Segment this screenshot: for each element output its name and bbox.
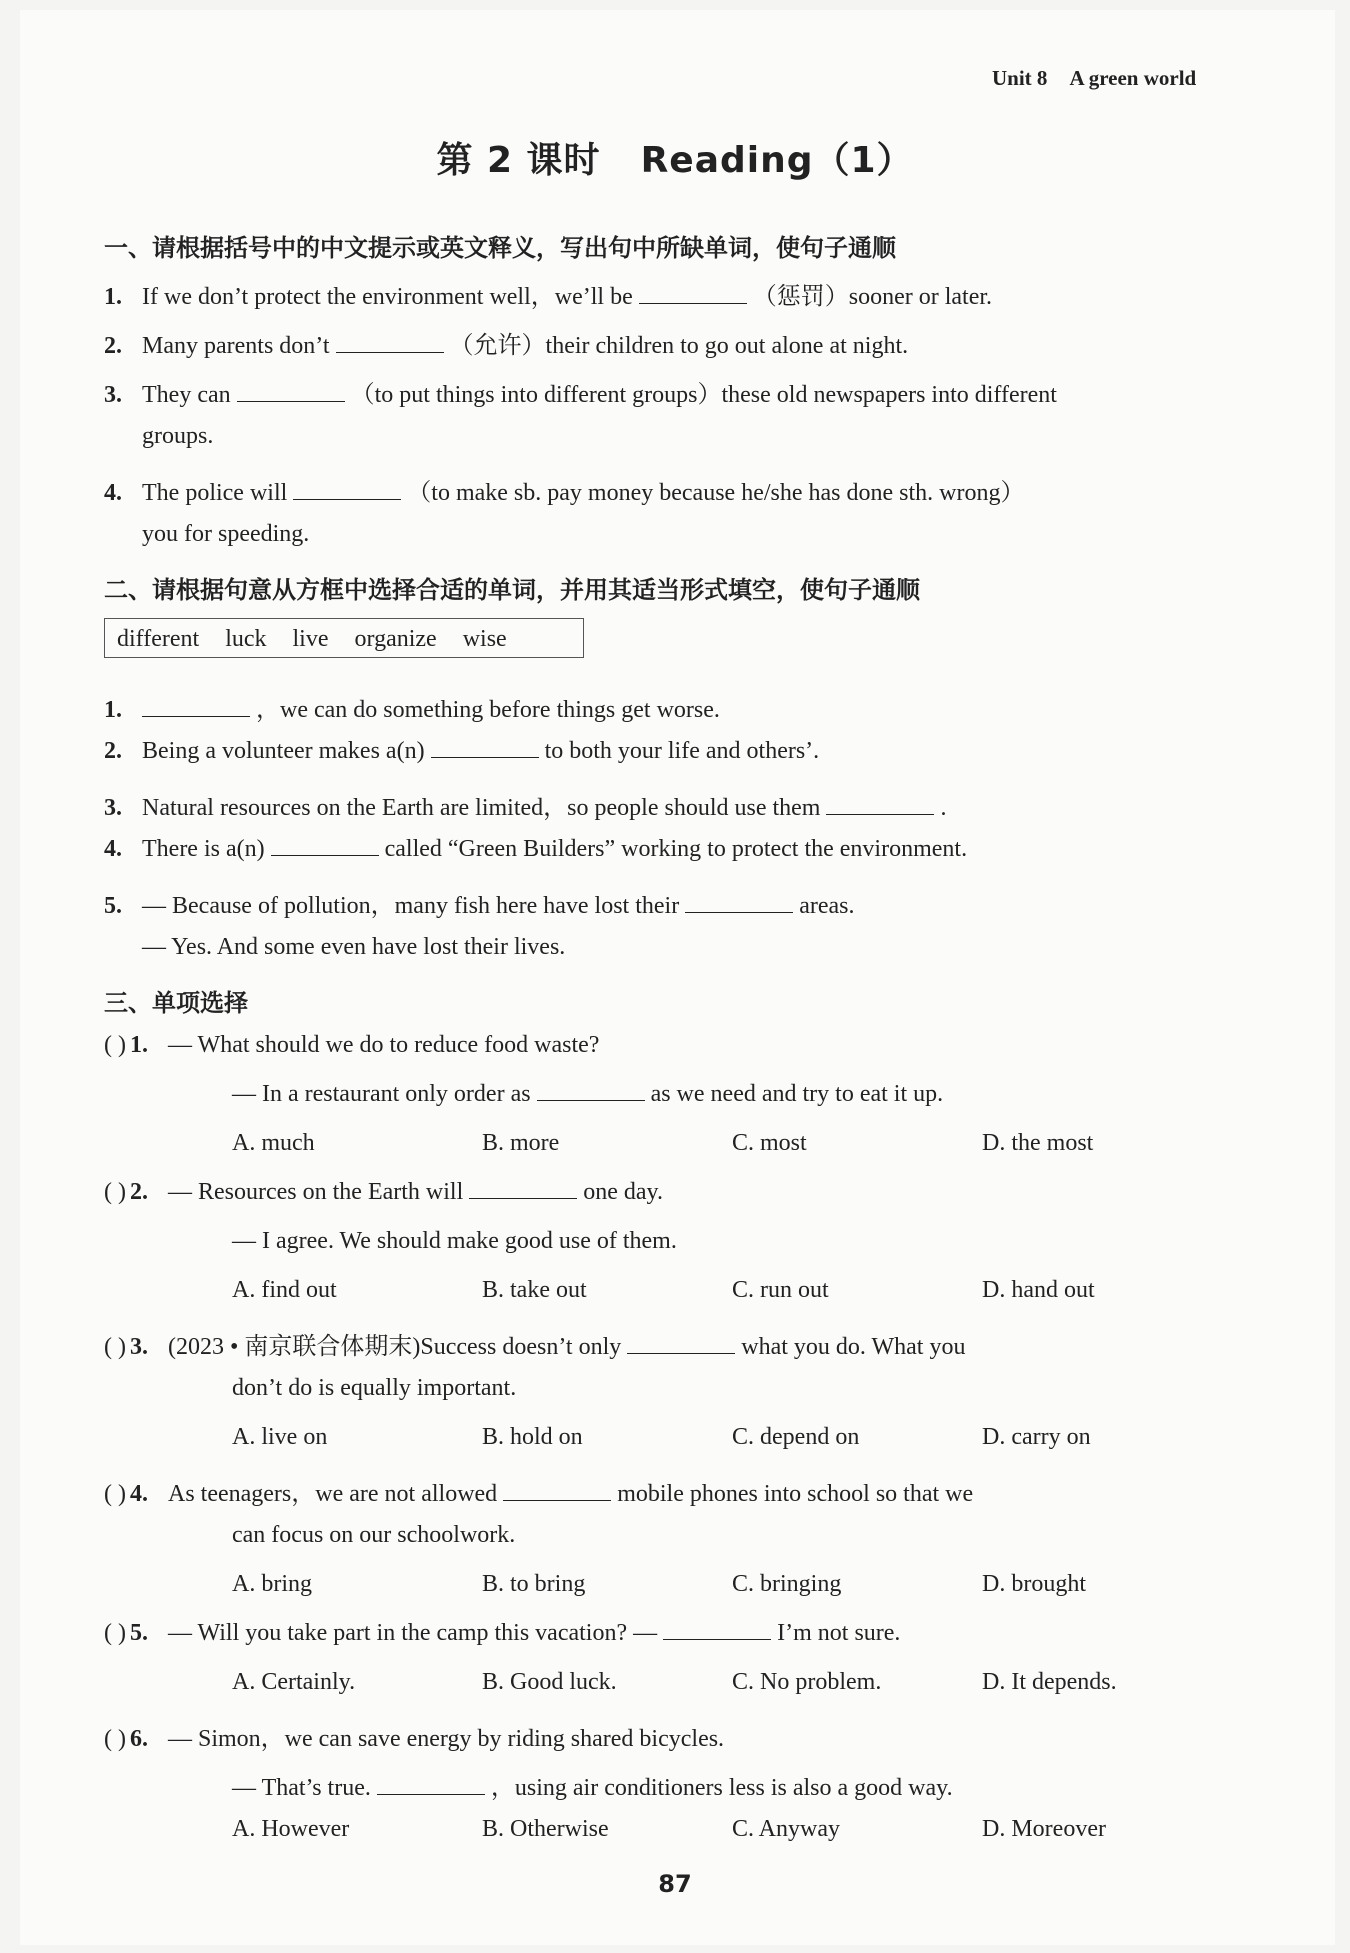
word-box <box>104 618 584 658</box>
answer-blank[interactable] <box>685 911 793 913</box>
question-number: 3. <box>129 1334 148 1360</box>
question-text: （允许）their children to go out alone at night. <box>449 333 909 359</box>
question-number: 3. <box>104 382 122 408</box>
unit-topic: A green world <box>1069 66 1197 90</box>
question-number: 5. <box>104 893 122 919</box>
question-text: mobile phones into school so that we <box>617 1481 974 1507</box>
answer-blank[interactable] <box>271 854 379 856</box>
question-number: 5. <box>129 1620 148 1646</box>
answer-blank[interactable] <box>503 1499 611 1501</box>
answer-paren[interactable]: ( ) <box>104 1620 126 1646</box>
option-a[interactable]: A. bring <box>232 1571 312 1597</box>
answer-blank[interactable] <box>627 1352 735 1354</box>
question-text: The police will <box>142 480 288 506</box>
s3-question-3 <box>104 1326 965 1361</box>
question-text: what you do. What you <box>741 1334 966 1360</box>
question-text: ，using air conditioners less is also a good way. <box>490 1775 953 1801</box>
option-a[interactable]: A. much <box>232 1130 315 1156</box>
lesson-name: Reading（1） <box>640 140 914 181</box>
option-a[interactable]: A. However <box>232 1816 350 1842</box>
question-number: 4. <box>129 1481 148 1507</box>
option-c[interactable]: C. depend on <box>732 1424 860 1450</box>
question-text: （to put things into different groups）these old newspapers into different <box>350 382 1057 408</box>
word-item: wise <box>462 626 507 652</box>
option-b[interactable]: B. take out <box>482 1277 587 1303</box>
s3-question-5 <box>104 1620 900 1647</box>
section2-heading: 二、请根据句意从方框中选择合适的单词，并用其适当形式填空，使句子通顺 <box>104 576 920 604</box>
s1-question-2 <box>104 325 908 360</box>
s1-question-3 <box>104 374 1057 409</box>
lesson-label: 第 2 课时 <box>436 140 601 181</box>
unit-label: Unit 8 <box>992 66 1048 90</box>
question-number: 2. <box>104 738 122 764</box>
s3-question-1-line2 <box>232 1081 943 1108</box>
answer-paren[interactable]: ( ) <box>104 1032 126 1058</box>
option-a[interactable]: A. live on <box>232 1424 328 1450</box>
answer-paren[interactable]: ( ) <box>104 1481 126 1507</box>
question-number: 3. <box>104 795 122 821</box>
option-c[interactable]: C. run out <box>732 1277 829 1303</box>
option-d[interactable]: D. It depends. <box>982 1669 1117 1695</box>
s3-question-4 <box>104 1473 973 1508</box>
answer-blank[interactable] <box>336 351 444 353</box>
option-d[interactable]: D. the most <box>982 1130 1094 1156</box>
option-c[interactable]: C. No problem. <box>732 1669 882 1695</box>
option-d[interactable]: D. brought <box>982 1571 1086 1597</box>
s3-question-2 <box>104 1179 663 1206</box>
answer-blank[interactable] <box>377 1793 485 1795</box>
answer-blank[interactable] <box>537 1099 645 1101</box>
question-text: — In a restaurant only order as <box>232 1081 531 1107</box>
s2-question-2 <box>104 738 819 765</box>
option-c[interactable]: C. Anyway <box>732 1816 840 1842</box>
answer-paren[interactable]: ( ) <box>104 1179 126 1205</box>
question-text: As teenagers，we are not allowed <box>167 1481 498 1507</box>
question-text: as we need and try to eat it up. <box>650 1081 944 1107</box>
question-text: ，we can do something before things get worse. <box>256 697 720 723</box>
s3-question-2-line2: — I agree. We should make good use of them. <box>232 1228 677 1254</box>
question-number: 2. <box>129 1179 148 1205</box>
option-c[interactable]: C. most <box>732 1130 807 1156</box>
question-text: . <box>940 795 947 821</box>
question-text: areas. <box>799 893 855 919</box>
question-text: — Resources on the Earth will <box>167 1179 464 1205</box>
question-text: — That’s true. <box>232 1775 371 1801</box>
s2-question-1 <box>104 689 720 724</box>
question-number: 1. <box>104 697 122 723</box>
s2-question-5-cont: — Yes. And some even have lost their lives. <box>142 934 566 960</box>
question-text: called “Green Builders” working to protect the environment. <box>384 836 968 862</box>
question-number: 6. <box>129 1726 148 1752</box>
option-b[interactable]: B. Otherwise <box>482 1816 609 1842</box>
option-b[interactable]: B. hold on <box>482 1424 583 1450</box>
question-text: （惩罚）sooner or later. <box>752 284 993 310</box>
question-number: 4. <box>104 480 122 506</box>
question-text: Being a volunteer makes a(n) <box>142 738 425 764</box>
s1-question-4 <box>104 472 1025 507</box>
answer-paren[interactable]: ( ) <box>104 1726 126 1752</box>
s2-question-3 <box>104 787 946 822</box>
answer-blank[interactable] <box>639 302 747 304</box>
answer-blank[interactable] <box>142 715 250 717</box>
question-text: Natural resources on the Earth are limited，so people should use them <box>142 795 821 821</box>
answer-blank[interactable] <box>293 498 401 500</box>
option-b[interactable]: B. Good luck. <box>482 1669 617 1695</box>
question-text: There is a(n) <box>142 836 265 862</box>
answer-paren[interactable]: ( ) <box>104 1334 126 1360</box>
word-item: organize <box>354 626 437 652</box>
option-d[interactable]: D. carry on <box>982 1424 1091 1450</box>
option-a[interactable]: A. Certainly. <box>232 1669 356 1695</box>
question-text: — What should we do to reduce food waste? <box>167 1032 600 1058</box>
answer-blank[interactable] <box>469 1197 577 1199</box>
section1-heading: 一、请根据括号中的中文提示或英文释义，写出句中所缺单词，使句子通顺 <box>104 234 896 262</box>
question-number: 1. <box>104 284 122 310</box>
s3-question-6 <box>104 1718 724 1753</box>
option-b[interactable]: B. more <box>482 1130 560 1156</box>
answer-blank[interactable] <box>237 400 345 402</box>
question-number: 1. <box>129 1032 148 1058</box>
option-b[interactable]: B. to bring <box>482 1571 586 1597</box>
question-number: 2. <box>104 333 122 359</box>
word-item: luck <box>225 626 267 652</box>
s3-question-3-line2: don’t do is equally important. <box>232 1375 517 1401</box>
question-text: If we don’t protect the environment well，we’ll be <box>142 284 633 310</box>
question-text: — Because of pollution，many fish here have lost their <box>142 893 680 919</box>
s3-question-4-line2: can focus on our schoolwork. <box>232 1522 516 1548</box>
question-text: （to make sb. pay money because he/she has done sth. wrong） <box>407 480 1025 506</box>
word-item: live <box>292 626 329 652</box>
question-text: They can <box>142 382 231 408</box>
option-a[interactable]: A. find out <box>232 1277 337 1303</box>
question-text: — Will you take part in the camp this vacation? — <box>167 1620 658 1646</box>
question-text: Many parents don’t <box>142 333 330 359</box>
word-item: different <box>117 626 200 652</box>
answer-blank[interactable] <box>663 1638 771 1640</box>
s1-question-1 <box>104 276 992 311</box>
s1-question-3-cont: groups. <box>142 423 214 449</box>
question-text: to both your life and others’. <box>544 738 820 764</box>
option-d[interactable]: D. hand out <box>982 1277 1095 1303</box>
question-text: (2023 • 南京联合体期末)Success doesn’t only <box>167 1334 622 1360</box>
answer-blank[interactable] <box>826 813 934 815</box>
option-c[interactable]: C. bringing <box>732 1571 842 1597</box>
answer-blank[interactable] <box>431 756 539 758</box>
option-d[interactable]: D. Moreover <box>982 1816 1106 1842</box>
question-text: I’m not sure. <box>777 1620 901 1646</box>
page-title <box>0 132 1350 183</box>
unit-header <box>992 66 1196 91</box>
question-number: 4. <box>104 836 122 862</box>
question-text: one day. <box>583 1179 663 1205</box>
question-text: — Simon，we can save energy by riding shared bicycles. <box>167 1726 725 1752</box>
s1-question-4-cont: you for speeding. <box>142 521 310 547</box>
s2-question-5 <box>104 885 855 920</box>
section3-heading: 三、单项选择 <box>104 989 248 1017</box>
s2-question-4 <box>104 836 967 863</box>
s3-question-6-line2 <box>232 1767 953 1802</box>
s3-question-1 <box>104 1032 599 1059</box>
page-number: 87 <box>658 1870 692 1898</box>
